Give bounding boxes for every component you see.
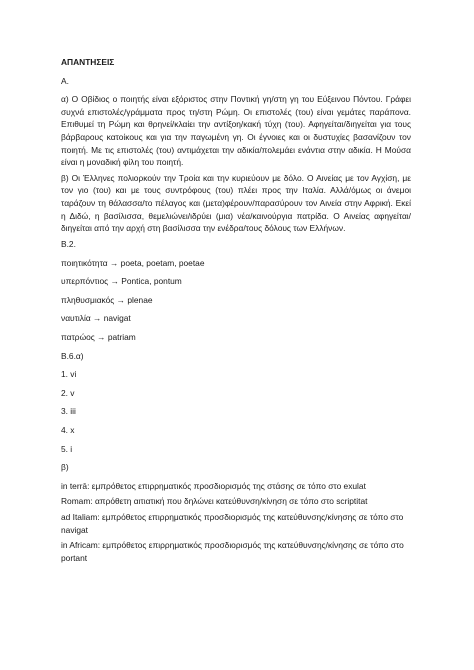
arrow-icon: →: [97, 331, 106, 342]
vocab-latin: navigat: [103, 313, 131, 324]
syntax-item: Romam: απρόθετη αιτιατική που δηλώνει κατεύθυνση/κίνηση σε τόπο στο scriptitat: [61, 496, 368, 507]
beta-label: β): [61, 462, 69, 473]
answer-beta-paragraph: β) Οι Έλληνες πολιορκούν την Τροία και την κυριεύουν με δόλο. Ο Αινείας με τον Αγχίση, με τον γιο (του) και με τους συντρόφους (του) πλέει προς την Ιταλία. Αλλά/όμως οι άνεμοι ταράζουν τη θάλασσα/το πέλαγος και (μετα)φέρουν/παρασύρουν τον Αινεία στην Αφρική. Εκεί η Διδώ, η βασίλισσα, θεμελιώνει/ιδρύει (μια) νέα/καινούργια πατρίδα. Ο Αινείας αφηγείται/διηγείται από την αρχή στη βασίλισσα την ενέδρα/τους δόλους των Ελλήνων.: [61, 172, 411, 234]
vocab-greek: υπερπόντιος: [61, 276, 109, 287]
vocab-greek: ναυτιλία: [61, 313, 91, 324]
vocab-list: [61, 257, 411, 344]
syntax-item: in terrā: εμπρόθετος επιρρηματικός προσδιορισμός της στάσης σε τόπο στο exulat: [61, 480, 366, 491]
syntax-item: ad Italiam: εμπρόθετος επιρρηματικός προσδιορισμός της κατεύθυνσης/κίνησης σε τόπο στο navigat: [61, 512, 404, 535]
vocab-item: [61, 331, 411, 344]
answer-sheet: [61, 56, 411, 568]
vocab-latin: plenae: [127, 294, 153, 305]
arrow-icon: →: [93, 313, 102, 324]
arrow-icon: →: [109, 257, 119, 268]
vocab-greek: πατρώος: [61, 331, 95, 342]
answer-item: 2. v: [61, 387, 75, 398]
arrow-icon: →: [110, 276, 119, 287]
section-b6-label: Β.6.α): [61, 350, 84, 361]
syntax-item: in Africam: εμπρόθετος επιρρηματικός προσδιορισμός της κατεύθυνσης/κίνησης σε τόπο στο portant: [61, 540, 404, 563]
arrow-icon: →: [116, 294, 126, 305]
answer-item: 3. iii: [61, 406, 76, 417]
vocab-item: [61, 275, 411, 288]
page-title: ΑΠΑΝΤΗΣΕΙΣ: [61, 57, 115, 67]
vocab-greek: πληθυσμιακός: [61, 294, 115, 305]
vocab-latin: patriam: [107, 331, 136, 342]
vocab-item: [61, 294, 411, 307]
vocab-item: [61, 257, 411, 270]
vocab-greek: ποιητικότητα: [61, 257, 108, 268]
section-a-label: Α.: [61, 75, 69, 86]
answer-alpha-paragraph: α) Ο Οβίδιος ο ποιητής είναι εξόριστος στην Ποντική γη/στη γη του Εύξεινου Πόντου. Γράφει συχνά επιστολές/γράμματα προς τη/στη Ρώμη. Οι επιστολές (του) είναι γεμάτες παράπονα. Επιθυμεί τη Ρώμη και θρηνεί/κλαίει την αντίξοη/κακή τύχη (του). Αφηγείται/διηγείται για τους βάρβαρους κατοίκους και για την παγωμένη γη. Οι έγνοιες και οι δυστυχίες βασανίζουν τον ποιητή. Με τις επιστολές (του) αντιμάχεται την αδικία/πολεμάει ενάντια στην αδικία. Η Μούσα είναι η μοναδική φίλη του ποιητή.: [61, 94, 411, 168]
vocab-latin: poeta, poetam, poetae: [120, 257, 205, 268]
answer-list: [61, 368, 411, 455]
answer-item: 5. i: [61, 443, 73, 454]
vocab-item: [61, 312, 411, 325]
answer-item: 4. x: [61, 425, 75, 436]
answer-item: 1. vi: [61, 369, 77, 380]
vocab-latin: Pontica, pontum: [121, 276, 182, 287]
section-b2-label: Β.2.: [61, 238, 76, 249]
syntax-list: [61, 480, 411, 565]
